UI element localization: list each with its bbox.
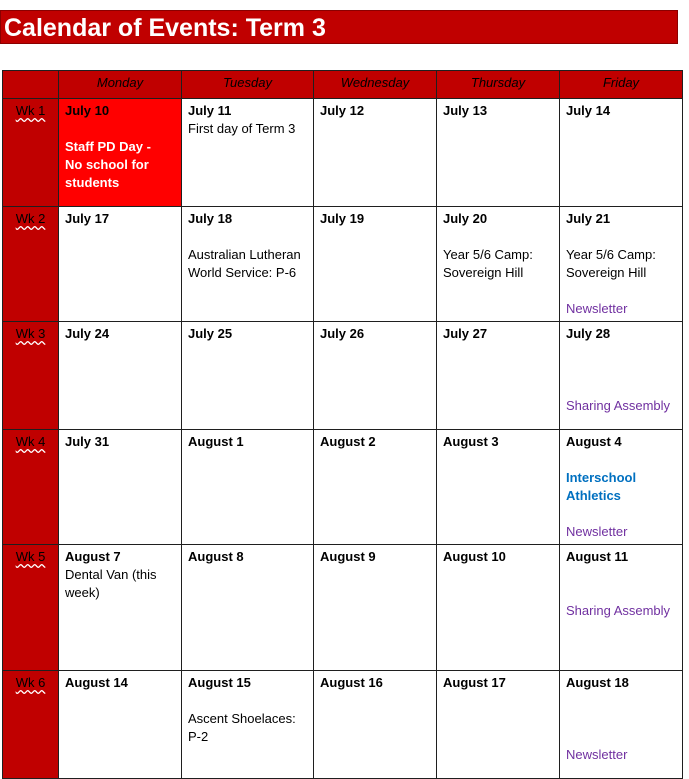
cell-date: July 25 [188, 326, 233, 341]
cell-date: August 14 [65, 675, 128, 690]
event-text: Australian Lutheran [188, 247, 301, 262]
day-cell-friday [560, 99, 683, 207]
week-label: Wk 6 [15, 675, 46, 690]
spacer [566, 379, 676, 397]
event-text: P-2 [188, 729, 209, 744]
event-text: Newsletter [566, 301, 628, 316]
cell-date: August 16 [320, 675, 383, 690]
day-cell-friday [560, 671, 683, 779]
cell-date: July 12 [320, 103, 365, 118]
day-cell-monday [59, 207, 182, 322]
cell-date: August 4 [566, 434, 622, 449]
spacer [566, 728, 676, 746]
week-label-cell [3, 671, 59, 779]
day-cell-thursday [437, 99, 560, 207]
day-cell-tuesday [182, 207, 314, 322]
day-cell-thursday [437, 207, 560, 322]
spacer [566, 584, 676, 602]
page-title: Calendar of Events: Term 3 [0, 10, 678, 44]
week-label-cell [3, 545, 59, 671]
day-header-friday: Friday [560, 71, 683, 99]
cell-date: July 21 [566, 211, 611, 226]
event-text: Year 5/6 Camp: [566, 247, 656, 262]
cell-date: July 26 [320, 326, 365, 341]
day-header-wednesday: Wednesday [314, 71, 437, 99]
week-row [3, 322, 683, 430]
event-text: Interschool [566, 470, 637, 485]
cell-date: July 31 [65, 434, 110, 449]
day-cell-monday [59, 430, 182, 545]
cell-date: July 28 [566, 326, 611, 341]
cell-date: August 8 [188, 549, 244, 564]
day-cell-wednesday [314, 322, 437, 430]
event-text: Newsletter [566, 747, 628, 762]
cell-date: August 1 [188, 434, 244, 449]
day-cell-monday [59, 545, 182, 671]
spacer [65, 120, 175, 138]
day-cell-thursday [437, 545, 560, 671]
event-text: Sovereign Hill [566, 265, 647, 280]
day-header-row [3, 71, 683, 99]
cell-date: August 18 [566, 675, 629, 690]
event-text: Ascent Shoelaces: [188, 711, 296, 726]
event-text: Sovereign Hill [443, 265, 524, 280]
day-cell-friday [560, 207, 683, 322]
cell-date: July 11 [188, 103, 232, 118]
day-cell-tuesday [182, 99, 314, 207]
day-cell-wednesday [314, 207, 437, 322]
spacer [566, 228, 676, 246]
cell-date: August 11 [566, 549, 629, 564]
day-cell-wednesday [314, 99, 437, 207]
event-text: Newsletter [566, 524, 628, 539]
cell-date: August 17 [443, 675, 506, 690]
cell-date: August 7 [65, 549, 121, 564]
spacer [566, 451, 676, 469]
cell-date: July 24 [65, 326, 110, 341]
spacer [188, 692, 307, 710]
week-label-cell [3, 430, 59, 545]
week-row [3, 99, 683, 207]
day-cell-thursday [437, 671, 560, 779]
week-label-cell [3, 207, 59, 322]
event-text: Athletics [566, 488, 621, 503]
cell-date: July 19 [320, 211, 365, 226]
event-text: Sharing Assembly [566, 603, 671, 618]
day-cell-wednesday [314, 545, 437, 671]
day-cell-friday [560, 322, 683, 430]
event-text: Dental Van (this [65, 567, 157, 582]
cell-date: July 20 [443, 211, 488, 226]
spacer [566, 343, 676, 361]
cell-date: July 14 [566, 103, 611, 118]
spacer [566, 361, 676, 379]
week-label: Wk 2 [15, 211, 46, 226]
day-cell-monday [59, 99, 182, 207]
event-text: No school for [65, 157, 149, 172]
day-header-monday: Monday [59, 71, 182, 99]
event-text: week) [65, 585, 100, 600]
week-label: Wk 4 [15, 434, 46, 449]
cell-date: July 18 [188, 211, 233, 226]
day-cell-monday [59, 322, 182, 430]
corner-cell [3, 71, 59, 99]
event-text: Sharing Assembly [566, 398, 671, 413]
day-cell-tuesday [182, 322, 314, 430]
spacer [566, 282, 676, 300]
event-text: Staff PD Day - [65, 139, 151, 154]
day-cell-wednesday [314, 671, 437, 779]
event-text: First day of Term 3 [188, 121, 296, 136]
cell-date: July 10 [65, 103, 110, 118]
cell-date: July 17 [65, 211, 110, 226]
week-row [3, 207, 683, 322]
spacer [566, 692, 676, 710]
week-label-cell [3, 99, 59, 207]
cell-date: August 10 [443, 549, 506, 564]
day-header-thursday: Thursday [437, 71, 560, 99]
day-cell-friday [560, 545, 683, 671]
day-cell-tuesday [182, 545, 314, 671]
day-cell-friday [560, 430, 683, 545]
cell-date: August 3 [443, 434, 499, 449]
week-label: Wk 3 [15, 326, 46, 341]
spacer [188, 228, 307, 246]
spacer [443, 228, 553, 246]
cell-date: July 27 [443, 326, 488, 341]
event-text: World Service: P-6 [188, 265, 297, 280]
day-cell-tuesday [182, 671, 314, 779]
cell-date: August 2 [320, 434, 376, 449]
week-label: Wk 5 [15, 549, 46, 564]
day-cell-tuesday [182, 430, 314, 545]
spacer [566, 566, 676, 584]
day-header-tuesday: Tuesday [182, 71, 314, 99]
calendar-table [2, 70, 683, 779]
cell-date: July 13 [443, 103, 488, 118]
week-row [3, 671, 683, 779]
cell-date: August 9 [320, 549, 376, 564]
day-cell-thursday [437, 430, 560, 545]
week-row [3, 545, 683, 671]
day-cell-thursday [437, 322, 560, 430]
spacer [566, 505, 676, 523]
day-cell-monday [59, 671, 182, 779]
spacer [566, 710, 676, 728]
cell-date: August 15 [188, 675, 251, 690]
event-text: Year 5/6 Camp: [443, 247, 533, 262]
week-row [3, 430, 683, 545]
week-label-cell [3, 322, 59, 430]
day-cell-wednesday [314, 430, 437, 545]
event-text: students [65, 175, 120, 190]
week-label: Wk 1 [15, 103, 46, 118]
